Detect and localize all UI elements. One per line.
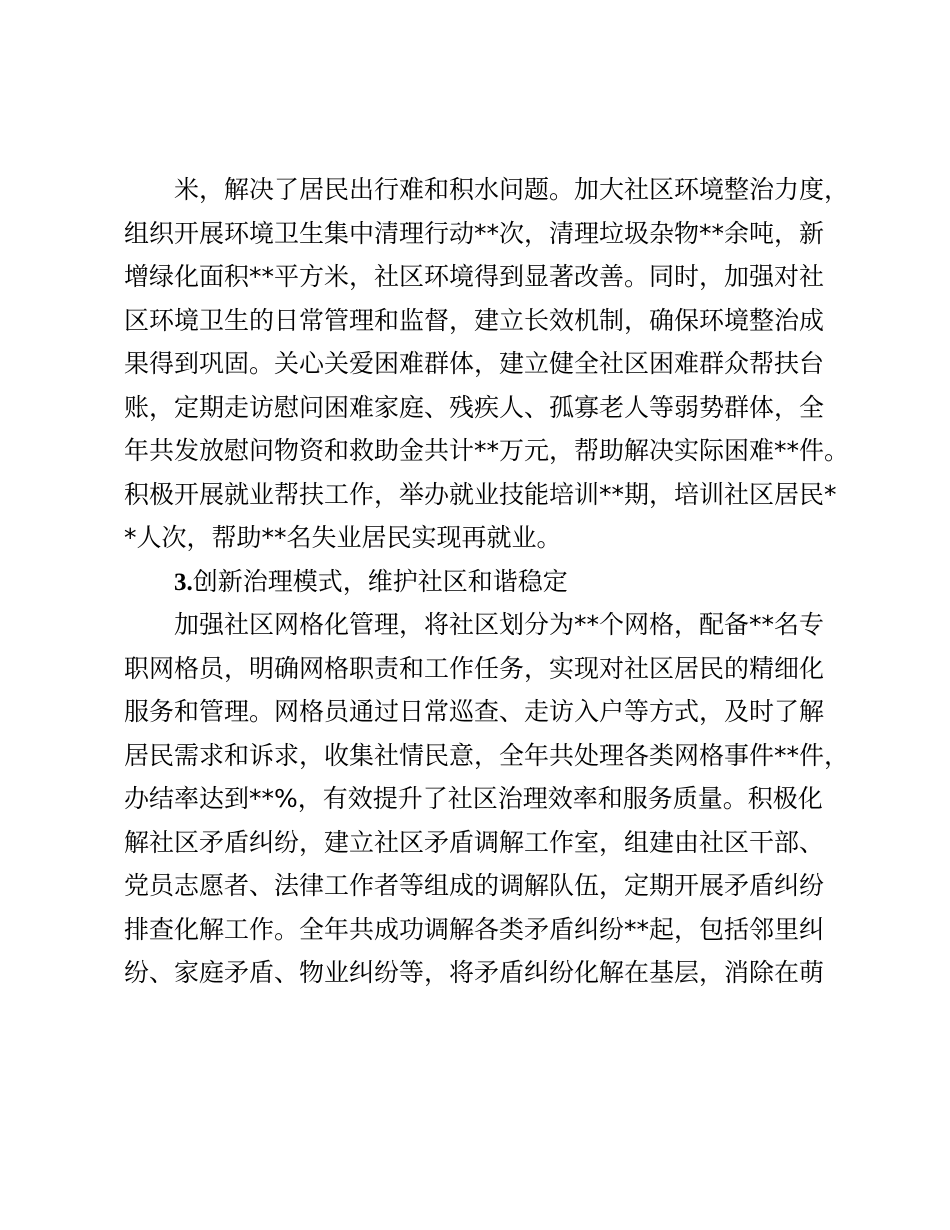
section-heading-number: 3. (174, 568, 193, 596)
paragraph-line: 党员志愿者、法律工作者等组成的调解队伍，定期开展矛盾纠纷 (124, 871, 825, 900)
document-body (124, 168, 864, 995)
paragraph-line: 积极开展就业帮扶工作，举办就业技能培训**期，培训社区居民* (124, 479, 837, 509)
paragraph-line: 职网格员，明确网格职责和工作任务，实现对社区居民的精细化 (124, 653, 825, 683)
paragraph-line: 加强社区网格化管理，将社区划分为**个网格，配备**名专 (174, 610, 825, 639)
paragraph-line: 排查化解工作。全年共成功调解各类矛盾纠纷**起，包括邻里纠 (124, 914, 825, 944)
paragraph-line: *人次，帮助**名失业居民实现再就业。 (124, 523, 562, 552)
paragraph-line: 区环境卫生的日常管理和监督，建立长效机制，确保环境整治成 (124, 305, 825, 335)
paragraph-line: 解社区矛盾纠纷，建立社区矛盾调解工作室，组建由社区干部、 (124, 827, 825, 857)
paragraph-line: 果得到巩固。关心关爱困难群体，建立健全社区困难群众帮扶台 (124, 349, 825, 378)
paragraph-line: 年共发放慰问物资和救助金共计**万元，帮助解决实际困难**件。 (124, 436, 850, 465)
paragraph-line: 纷、家庭矛盾、物业纠纷等，将矛盾纠纷化解在基层，消除在萌 (124, 958, 825, 987)
paragraph-line: 办结率达到**%，有效提升了社区治理效率和服务质量。积极化 (124, 784, 823, 813)
paragraph-line: 账，定期走访慰问困难家庭、残疾人、孤寡老人等弱势群体，全 (124, 392, 825, 422)
paragraph-line: 组织开展环境卫生集中清理行动**次，清理垃圾杂物**余吨，新 (124, 218, 825, 248)
paragraph-line: 增绿化面积**平方米，社区环境得到显著改善。同时，加强对社 (124, 262, 825, 291)
paragraph-line: 居民需求和诉求，收集社情民意，全年共处理各类网格事件**件， (124, 740, 850, 770)
paragraph-line: 服务和管理。网格员通过日常巡查、走访入户等方式，及时了解 (124, 697, 825, 726)
paragraph-line: 米，解决了居民出行难和积水问题。加大社区环境整治力度， (174, 175, 850, 204)
section-heading (124, 560, 864, 604)
section-heading-title: 创新治理模式，维护社区和谐稳定 (192, 566, 568, 596)
